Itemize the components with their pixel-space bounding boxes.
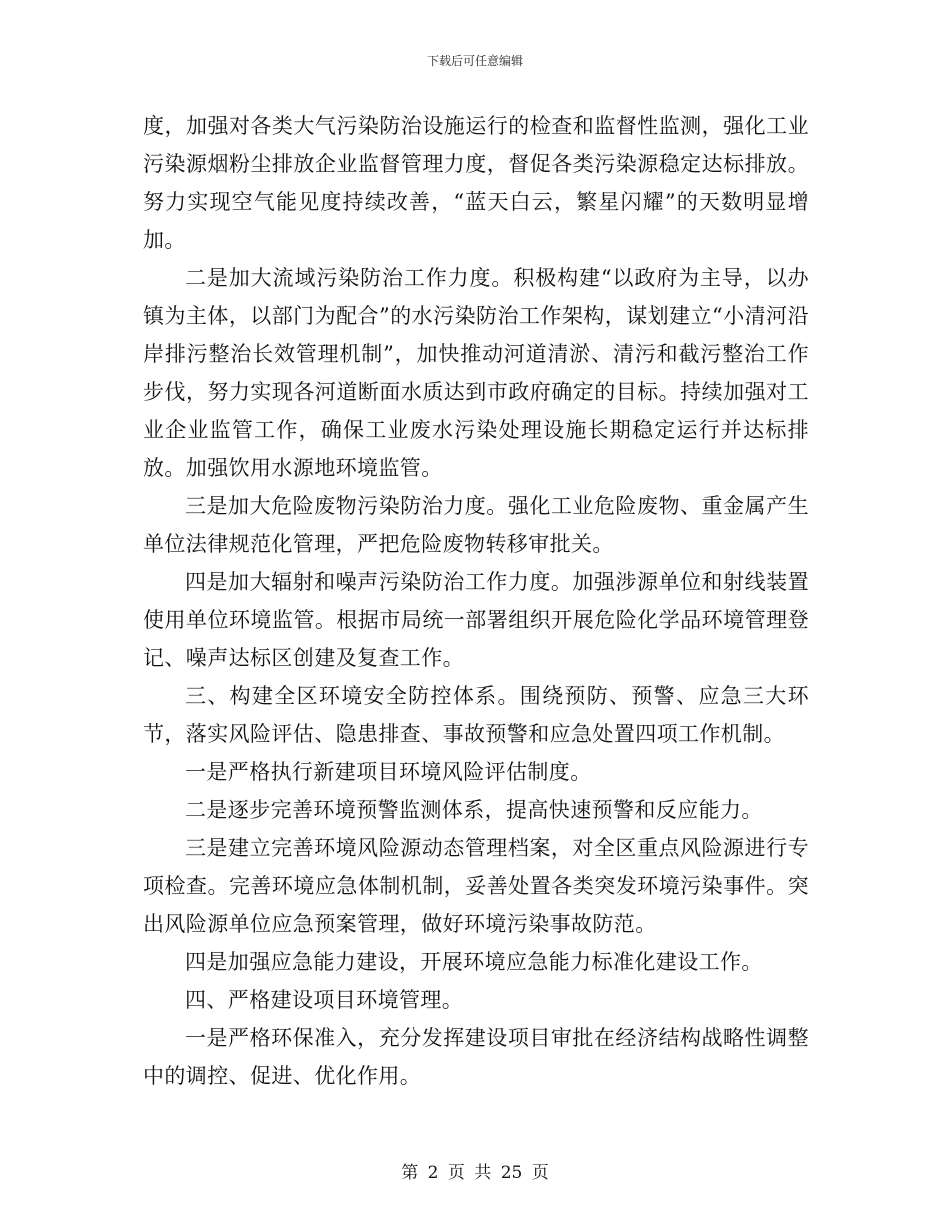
paragraph: 四是加大辐射和噪声污染防治工作力度。加强涉源单位和射线装置使用单位环境监管。根据市局统一部署组织开展危险化学品环境管理登记、噪声达标区创建及复查工作。: [143, 570, 809, 670]
paragraph: 三、构建全区环境安全防控体系。围绕预防、预警、应急三大环节，落实风险评估、隐患排查、事故预警和应急处置四项工作机制。: [143, 684, 809, 746]
page-number: 第 2 页 共 25 页: [401, 1163, 549, 1183]
paragraph: 二是加大流域污染防治工作力度。积极构建“以政府为主导，以办镇为主体，以部门为配合”的水污染防治工作架构，谋划建立“小清河沿岸排污整治长效管理机制”，加快推动河道清淤、清污和截污整治工作步伐，努力实现各河道断面水质达到市政府确定的目标。持续加强对工业企业监管工作，确保工业废水污染处理设施长期稳定运行并达标排放。加强饮用水源地环境监管。: [143, 266, 809, 480]
document-body: [143, 107, 809, 1095]
paragraph: 度，加强对各类大气污染防治设施运行的检查和监督性监测，强化工业污染源烟粉尘排放企业监督管理力度，督促各类污染源稳定达标排放。努力实现空气能见度持续改善，“蓝天白云，繁星闪耀”的天数明显增加。: [143, 114, 809, 252]
page-header-note: 下载后可任意编辑: [426, 54, 523, 68]
paragraph: 四、严格建设项目环境管理。: [185, 988, 464, 1012]
paragraph: 二是逐步完善环境预警监测体系，提高快速预警和反应能力。: [185, 798, 763, 822]
paragraph: 四是加强应急能力建设，开展环境应急能力标准化建设工作。: [185, 950, 763, 974]
paragraph: 一是严格执行新建项目环境风险评估制度。: [185, 760, 592, 784]
paragraph: 三是建立完善环境风险源动态管理档案，对全区重点风险源进行专项检查。完善环境应急体制机制，妥善处置各类突发环境污染事件。突出风险源单位应急预案管理，做好环境污染事故防范。: [143, 836, 809, 936]
paragraph: 一是严格环保准入，充分发挥建设项目审批在经济结构战略性调整中的调控、促进、优化作用。: [143, 1026, 809, 1088]
paragraph: 三是加大危险废物污染防治力度。强化工业危险废物、重金属产生单位法律规范化管理，严把危险废物转移审批关。: [143, 494, 809, 556]
